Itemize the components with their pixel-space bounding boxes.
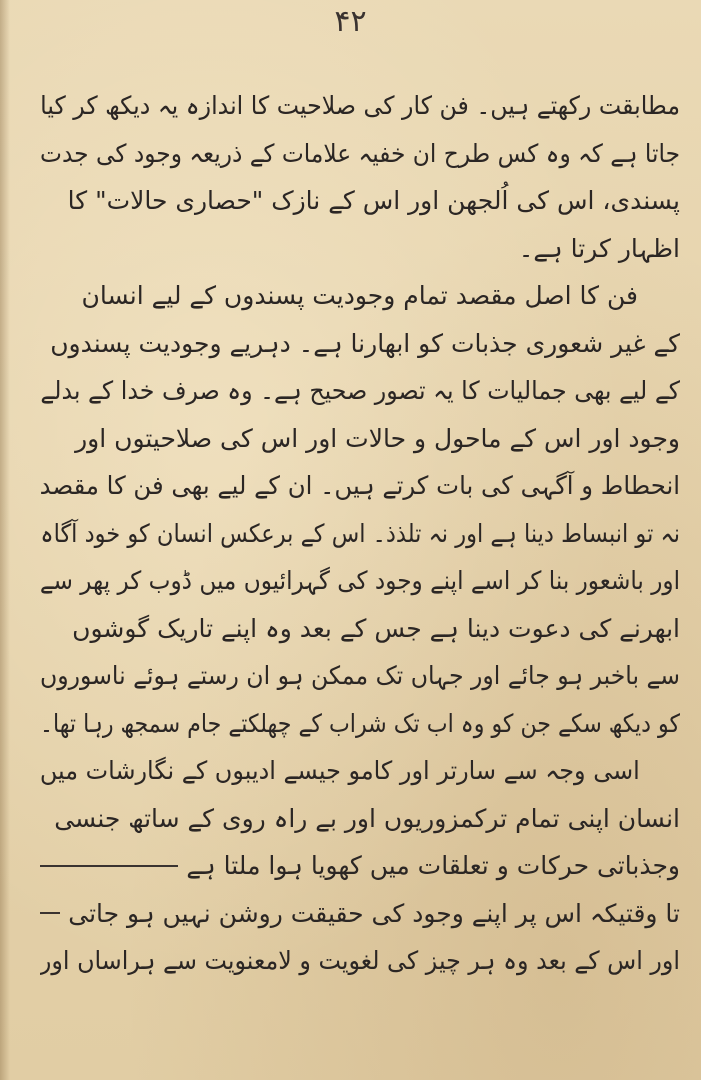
text-line: وجذباتی حرکات و تعلقات میں کھویا ہوا ملتا ہے	[186, 851, 680, 880]
text-line-with-rule	[40, 890, 680, 938]
text-line: کے لیے بھی جمالیات کا یہ تصور صحیح ہے۔ وہ صرف خدا کے بدلے	[40, 376, 680, 405]
text-line: کو دیکھ سکے جن کو وہ اب تک شراب کے چھلکتے جام سمجھ رہا تھا۔	[40, 708, 680, 738]
page-edge-shadow	[0, 0, 10, 1080]
text-line: اظہار کرتا ہے۔	[518, 233, 680, 263]
text-line: مطابقت رکھتے ہیں۔ فن کار کی صلاحیت کا اندازہ یہ دیکھ کر کیا	[40, 91, 680, 120]
text-line: کے غیر شعوری جذبات کو ابھارنا ہے۔ دہریے وجودیت پسندوں	[50, 328, 680, 358]
text-line-with-rule	[40, 842, 680, 890]
dash-rule	[40, 912, 60, 914]
text-line: سے باخبر ہو جائے اور جہاں تک ممکن ہو ان رستے ہوئے ناسوروں	[40, 661, 680, 690]
text-line: انسان اپنی تمام ترکمزوریوں اور بے راہ روی کے ساتھ جنسی	[54, 803, 680, 833]
text-line: وجود اور اس کے ماحول و حالات اور اس کی صلاحیتوں اور	[75, 423, 680, 453]
text-line: اور باشعور بنا کر اسے اپنے وجود کی گہرائیوں میں ڈوب کر پھر سے	[39, 566, 680, 595]
text-line: نہ تو انبساط دینا ہے اور نہ تلذذ۔ اس کے برعکس انسان کو خود آگاہ	[40, 518, 680, 548]
paragraph-start-line: فن کا اصل مقصد تمام وجودیت پسندوں کے لیے انسان	[81, 281, 638, 310]
text-line: جاتا ہے کہ وہ کس طرح ان خفیہ علامات کے ذریعہ وجود کی جدت	[40, 138, 680, 168]
text-line: تا وقتیکہ اس پر اپنے وجود کی حقیقت روشن نہیں ہو جاتی	[68, 898, 680, 928]
dash-rule	[40, 865, 178, 867]
text-line: اور اس کے بعد وہ ہر چیز کی لغویت و لامعنویت سے ہراساں اور	[39, 946, 680, 975]
text-line: انحطاط و آگہی کی بات کرتے ہیں۔ ان کے لیے بھی فن کا مقصد	[40, 471, 680, 500]
urdu-text-body	[40, 82, 680, 985]
paragraph-start-line: اسی وجہ سے سارتر اور کامو جیسے ادیبوں کے نگارشات میں	[39, 756, 640, 785]
text-line: ابھرنے کی دعوت دینا ہے جس کے بعد وہ اپنے تاریک گوشوں	[72, 613, 680, 643]
page-number: ۴۲	[334, 4, 367, 39]
text-line: پسندی، اس کی اُلجھن اور اس کے نازک "حصاری حالات" کا	[67, 186, 680, 215]
